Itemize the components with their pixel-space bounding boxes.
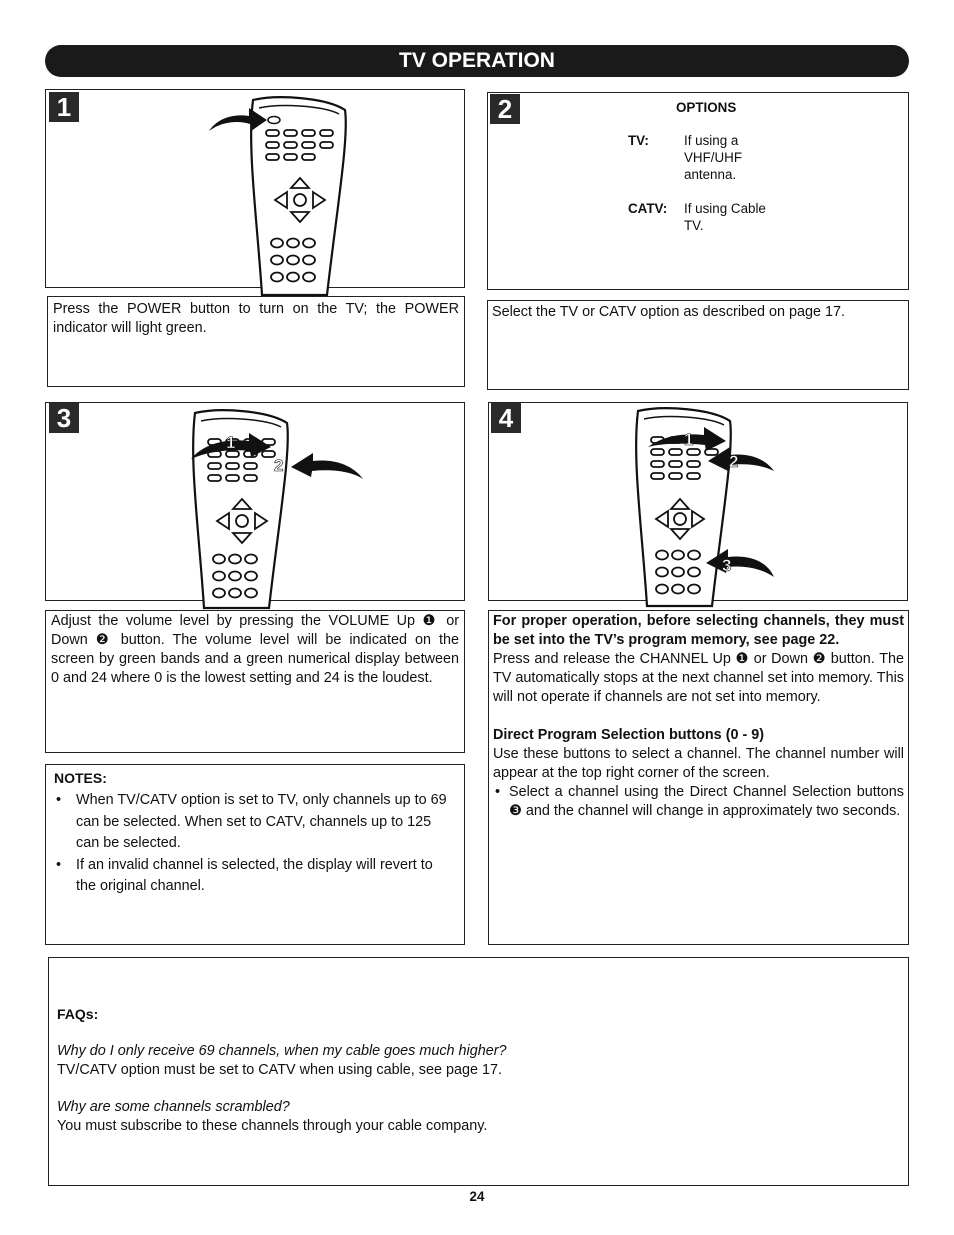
step-1-illustration — [45, 89, 465, 288]
catv-label: CATV: — [628, 201, 668, 216]
notes-title: NOTES: — [54, 770, 107, 786]
step-4-warning: For proper operation, before selecting channels, they must be set into the TV’s program memory, see page 22. — [493, 613, 904, 648]
remote-control-icon — [46, 403, 466, 602]
callout-2: 2 — [274, 456, 284, 475]
step-number: 2 — [490, 94, 520, 124]
faq-answer: TV/CATV option must be set to CATV when using cable, see page 17. — [57, 1062, 503, 1078]
callout-2: 2 — [729, 452, 739, 471]
direct-program-heading: Direct Program Selection buttons (0 - 9) — [493, 727, 765, 743]
page-number: 24 — [469, 1189, 485, 1204]
step-2-options — [487, 92, 909, 290]
note-item: • If an invalid channel is selected, the display will revert to the original channel. — [54, 855, 456, 898]
callout-1: 1 — [226, 433, 236, 452]
page-title: TV OPERATION — [45, 45, 909, 77]
tv-label: TV: — [628, 133, 649, 148]
notes-box — [45, 764, 465, 945]
step-4-illustration — [488, 402, 908, 601]
step-number: 4 — [491, 403, 521, 433]
remote-control-icon — [489, 403, 909, 602]
faq-question: Why are some channels scrambled? — [57, 1099, 290, 1115]
options-title: OPTIONS — [676, 100, 737, 115]
catv-description: If using Cable TV. — [684, 201, 766, 233]
step-3-illustration — [45, 402, 465, 601]
faqs-title: FAQs: — [57, 1006, 99, 1022]
faq-answer: You must subscribe to these channels through your cable company. — [57, 1118, 488, 1134]
step-4-text — [488, 610, 909, 945]
direct-program-bullet: • Select a channel using the Direct Channel Selection buttons ❸ and the channel will change in approximately two seconds. — [493, 783, 904, 821]
tv-description: If using a VHF/UHF antenna. — [684, 133, 743, 182]
direct-program-text: Use these buttons to select a channel. The channel number will appear at the top right corner of the screen. — [493, 746, 904, 781]
step-1-text: Press the POWER button to turn on the TV; the POWER indicator will light green. — [47, 296, 465, 387]
callout-1: 1 — [684, 430, 694, 449]
faq-question: Why do I only receive 69 channels, when my cable goes much higher? — [57, 1043, 507, 1059]
step-number: 1 — [49, 92, 79, 122]
step-number: 3 — [49, 403, 79, 433]
faqs-box — [48, 957, 909, 1186]
remote-control-icon — [46, 90, 466, 289]
note-item: • When TV/CATV option is set to TV, only channels up to 69 can be selected. When set to CATV, channels up to 125 can be selected. — [54, 790, 456, 855]
step-4-instructions: Press and release the CHANNEL Up ❶ or Down ❷ button. The TV automatically stops at the next channel set into memory. This will not operate if channels are not set into memory. — [493, 651, 904, 705]
callout-3: 3 — [722, 556, 732, 575]
step-2-text: Select the TV or CATV option as described on page 17. — [487, 300, 909, 390]
step-3-text: Adjust the volume level by pressing the VOLUME Up ❶ or Down ❷ button. The volume level will be indicated on the screen by green bands and a green numerical display between 0 and 24 where 0 is the lowest setting and 24 is the loudest. — [45, 610, 465, 753]
